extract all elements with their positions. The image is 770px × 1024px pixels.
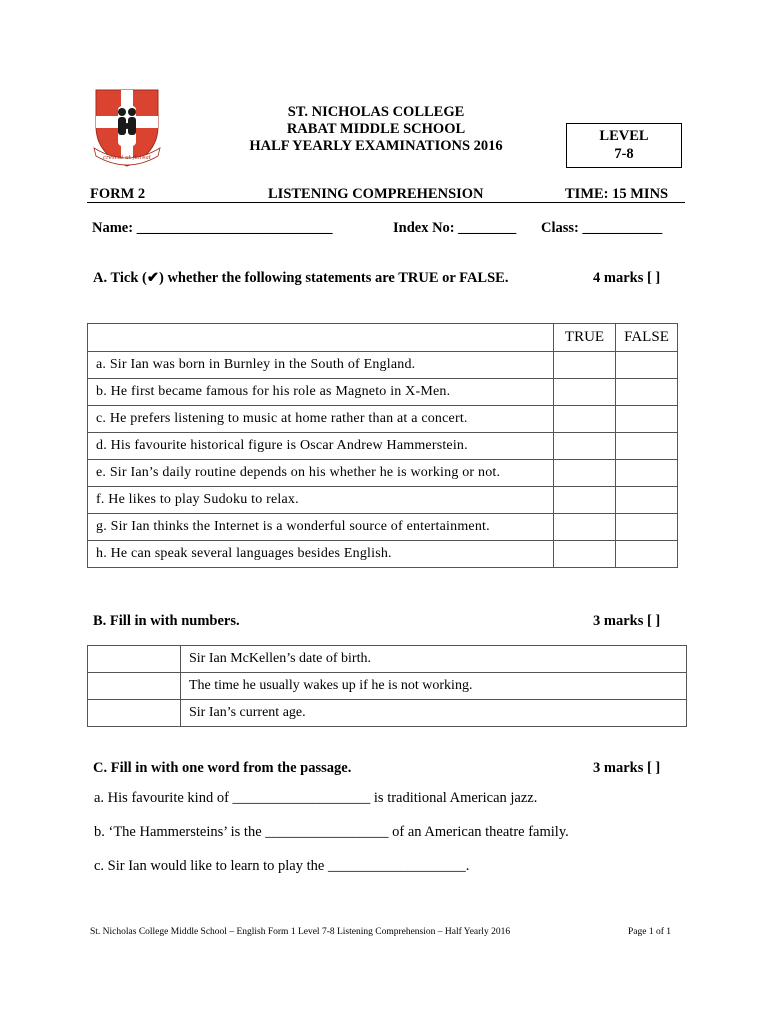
true-cell-a[interactable] <box>554 352 616 379</box>
false-cell-b[interactable] <box>616 379 678 406</box>
false-column-header: FALSE <box>616 324 678 352</box>
footer-text: St. Nicholas College Middle School – English Form 1 Level 7-8 Listening Comprehension – Half Yearly 2016 <box>90 927 511 937</box>
fill-item-b[interactable]: b. ‘The Hammersteins’ is the _________________ of an American theatre family. <box>94 824 569 840</box>
table-row <box>88 352 678 379</box>
section-c-marks: 3 marks [ ] <box>593 760 661 776</box>
table-row <box>88 487 678 514</box>
fill-item-a[interactable]: a. His favourite kind of ___________________ is traditional American jazz. <box>94 790 538 806</box>
school-heading <box>236 104 516 155</box>
name-field[interactable]: Name: ___________________________ <box>92 220 333 236</box>
section-b-title: B. Fill in with numbers. <box>93 613 240 629</box>
question-3: Sir Ian’s current age. <box>181 700 687 727</box>
form-label: FORM 2 <box>90 186 146 202</box>
statement-a: a. Sir Ian was born in Burnley in the South of England. <box>88 352 554 379</box>
answer-cell-1[interactable] <box>88 646 181 673</box>
table-row <box>88 514 678 541</box>
page-number: Page 1 of 1 <box>628 927 672 937</box>
subject-label: LISTENING COMPREHENSION <box>268 186 484 202</box>
school-name: ST. NICHOLAS COLLEGE <box>287 104 465 120</box>
section-a-marks: 4 marks [ ] <box>593 270 661 286</box>
table-row <box>88 541 678 568</box>
answer-cell-2[interactable] <box>88 673 181 700</box>
true-cell-e[interactable] <box>554 460 616 487</box>
header-divider <box>87 202 685 203</box>
true-cell-h[interactable] <box>554 541 616 568</box>
true-cell-b[interactable] <box>554 379 616 406</box>
svg-text:crescat ut floreat: crescat ut floreat <box>103 155 151 161</box>
table-row <box>88 646 687 673</box>
true-column-header: TRUE <box>554 324 616 352</box>
table-row <box>88 700 687 727</box>
section-b-marks: 3 marks [ ] <box>593 613 661 629</box>
school-crest-logo <box>92 86 162 170</box>
time-label: TIME: 15 MINS <box>565 186 669 202</box>
index-field[interactable]: Index No: ________ <box>393 220 517 236</box>
false-cell-a[interactable] <box>616 352 678 379</box>
table-header-row <box>88 324 678 352</box>
false-cell-d[interactable] <box>616 433 678 460</box>
false-cell-c[interactable] <box>616 406 678 433</box>
false-cell-e[interactable] <box>616 460 678 487</box>
table-row <box>88 379 678 406</box>
statement-g: g. Sir Ian thinks the Internet is a wonderful source of entertainment. <box>88 514 554 541</box>
true-cell-d[interactable] <box>554 433 616 460</box>
table-row <box>88 433 678 460</box>
school-branch: RABAT MIDDLE SCHOOL <box>286 121 466 137</box>
statement-b: b. He first became famous for his role as Magneto in X-Men. <box>88 379 554 406</box>
fill-item-c[interactable]: c. Sir Ian would like to learn to play the ___________________. <box>94 858 470 874</box>
level-label: LEVEL <box>599 128 649 144</box>
true-cell-f[interactable] <box>554 487 616 514</box>
level-box <box>566 123 682 168</box>
question-1: Sir Ian McKellen’s date of birth. <box>181 646 687 673</box>
table-row <box>88 460 678 487</box>
table-row <box>88 673 687 700</box>
fill-numbers-table <box>87 645 687 727</box>
true-cell-c[interactable] <box>554 406 616 433</box>
statement-h: h. He can speak several languages besides English. <box>88 541 554 568</box>
table-row <box>88 406 678 433</box>
statement-c: c. He prefers listening to music at home rather than at a concert. <box>88 406 554 433</box>
statement-e: e. Sir Ian’s daily routine depends on his whether he is working or not. <box>88 460 554 487</box>
false-cell-f[interactable] <box>616 487 678 514</box>
true-false-table <box>87 323 678 568</box>
question-2: The time he usually wakes up if he is not working. <box>181 673 687 700</box>
statement-d: d. His favourite historical figure is Oscar Andrew Hammerstein. <box>88 433 554 460</box>
answer-cell-3[interactable] <box>88 700 181 727</box>
statement-f: f. He likes to play Sudoku to relax. <box>88 487 554 514</box>
section-c-title: C. Fill in with one word from the passage. <box>93 760 352 776</box>
level-value: 7-8 <box>614 146 634 162</box>
section-a-title: A. Tick (✔) whether the following statements are TRUE or FALSE. <box>93 270 509 286</box>
false-cell-h[interactable] <box>616 541 678 568</box>
class-field[interactable]: Class: ___________ <box>541 220 663 236</box>
false-cell-g[interactable] <box>616 514 678 541</box>
exam-title: HALF YEARLY EXAMINATIONS 2016 <box>249 138 503 154</box>
true-cell-g[interactable] <box>554 514 616 541</box>
table-header-blank <box>88 324 554 352</box>
